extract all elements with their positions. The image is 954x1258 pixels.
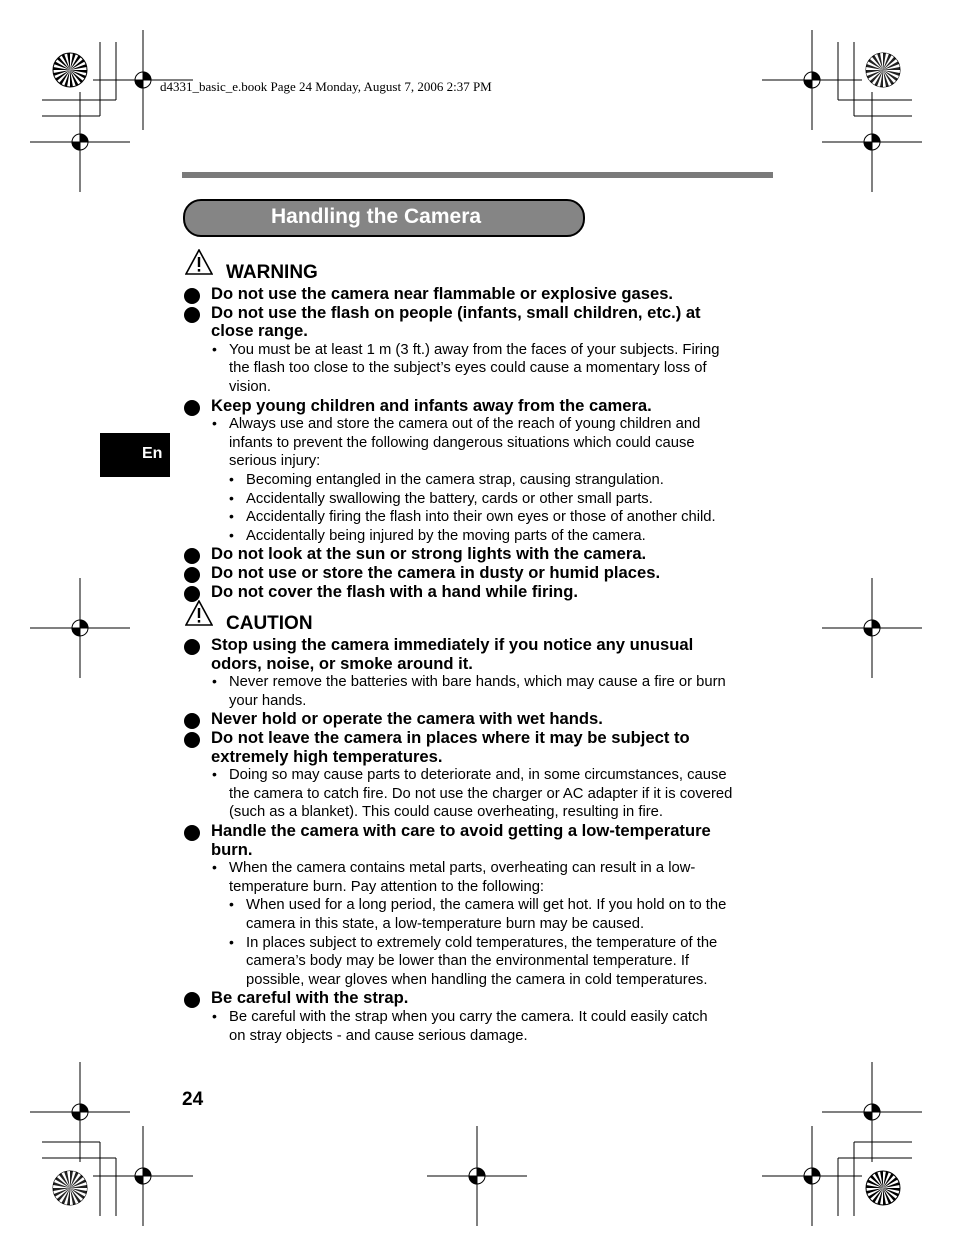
caution-note-text: your hands. [229, 692, 307, 709]
caution-note-text: (such as a blanket). This could cause overheating, resulting in fire. [229, 804, 664, 821]
warning-note-text: You must be at least 1 m (3 ft.) away from the faces of your subjects. Firing [229, 341, 720, 358]
warning-item-text: Do not use the flash on people (infants, small children, etc.) at [211, 302, 701, 322]
caution-note-text: the camera to catch fire. Do not use the charger or AC adapter if it is covered [229, 785, 733, 802]
warning-bullet-dot [184, 307, 200, 323]
warning-heading-label: WARNING [226, 262, 318, 283]
caution-note-bullet: • [212, 1008, 217, 1024]
warning-item-text: Keep young children and infants away from the camera. [211, 395, 652, 415]
warning-item-text: Do not use the camera near flammable or explosive gases. [211, 284, 674, 303]
warning-item-text: Do not use or store the camera in dusty or humid places. [211, 563, 661, 582]
caution-item-text: Stop using the camera immediately if you notice any unusual [211, 635, 694, 654]
caution-note-text: temperature burn. Pay attention to the following: [229, 878, 545, 895]
caution-subnote-text: camera’s body may be lower than the environmental temperature. If [246, 953, 690, 970]
warning-bullet-dot [184, 288, 200, 304]
caution-item-text: Do not leave the camera in places where it may be subject to [211, 728, 690, 747]
page-number: 24 [182, 1089, 204, 1110]
warning-note-bullet: • [212, 340, 217, 357]
caution-note-text: Never remove the batteries with bare hands, which may cause a fire or burn [229, 674, 726, 691]
warning-note-bullet: • [212, 415, 217, 432]
warning-bullet-dot [184, 567, 200, 583]
caution-note-text: on stray objects - and cause serious damage. [229, 1027, 528, 1044]
caution-item-text: burn. [211, 839, 253, 859]
warning-subnote-bullet: • [229, 526, 234, 543]
warning-item-text: Do not cover the flash with a hand while firing. [211, 581, 578, 601]
warning-subnote-bullet: • [229, 471, 234, 487]
caution-subnote-bullet: • [229, 933, 234, 950]
caution-note-text: Be careful with the strap when you carry the camera. It could easily catch [229, 1009, 708, 1025]
warning-note-text: serious injury: [229, 453, 321, 470]
caution-item-text: extremely high temperatures. [211, 746, 443, 766]
caution-bullet-dot [184, 825, 200, 841]
caution-subnote-text: When used for a long period, the camera will get hot. If you hold on to the [246, 897, 727, 914]
caution-heading-label: CAUTION [226, 613, 313, 634]
warning-note-text: infants to prevent the following dangerous situations which could cause [229, 434, 695, 451]
warning-subnote-bullet: • [229, 508, 234, 525]
caution-note-bullet: • [212, 859, 217, 876]
warning-subnote-text: Accidentally swallowing the battery, cards or other small parts. [246, 490, 653, 507]
caution-note-bullet: • [212, 766, 217, 783]
caution-item-text: Never hold or operate the camera with wet hands. [211, 709, 603, 729]
warning-triangle-icon [185, 249, 213, 275]
warning-note-text: vision. [229, 379, 271, 395]
warning-subnote-text: Accidentally being injured by the moving parts of the camera. [246, 527, 646, 544]
language-tab-label: En [142, 445, 163, 462]
warning-subnote-text: Accidentally firing the flash into their own eyes or those of another child. [246, 509, 716, 526]
warning-triangle-icon [185, 600, 213, 626]
warning-note-text: Always use and store the camera out of the reach of young children and [229, 416, 701, 433]
section-title: Handling the Camera [271, 205, 482, 228]
caution-note-text: Doing so may cause parts to deteriorate and, in some circumstances, cause [229, 767, 727, 784]
warning-bullet-dot [184, 400, 200, 416]
section-rule [182, 172, 773, 178]
print-header: d4331_basic_e.book Page 24 Monday, August 7, 2006 2:37 PM [160, 79, 492, 94]
warning-item-text: close range. [211, 321, 308, 341]
caution-subnote-text: possible, wear gloves when handling the camera in cold temperatures. [246, 971, 708, 988]
language-tab [100, 433, 170, 477]
caution-item-text: odors, noise, or smoke around it. [211, 653, 473, 673]
warning-subnote-bullet: • [229, 489, 234, 506]
caution-note-bullet: • [212, 673, 217, 690]
caution-bullet-dot [184, 732, 200, 748]
warning-subnote-text: Becoming entangled in the camera strap, causing strangulation. [246, 472, 664, 488]
caution-subnote-bullet: • [229, 896, 234, 913]
warning-note-text: the flash too close to the subject’s eyes could cause a momentary loss of [229, 360, 707, 377]
caution-item-text: Handle the camera with care to avoid getting a low-temperature [211, 821, 711, 840]
section-title-banner [183, 199, 585, 237]
warning-item-text: Do not look at the sun or strong lights with the camera. [211, 544, 647, 564]
caution-item-text: Be careful with the strap. [211, 988, 409, 1008]
caution-subnote-text: camera in this state, a low-temperature burn may be caused. [246, 916, 645, 932]
caution-bullet-dot [184, 639, 200, 655]
caution-note-text: When the camera contains metal parts, overheating can result in a low- [229, 860, 696, 877]
caution-subnote-text: In places subject to extremely cold temperatures, the temperature of the [246, 934, 718, 951]
